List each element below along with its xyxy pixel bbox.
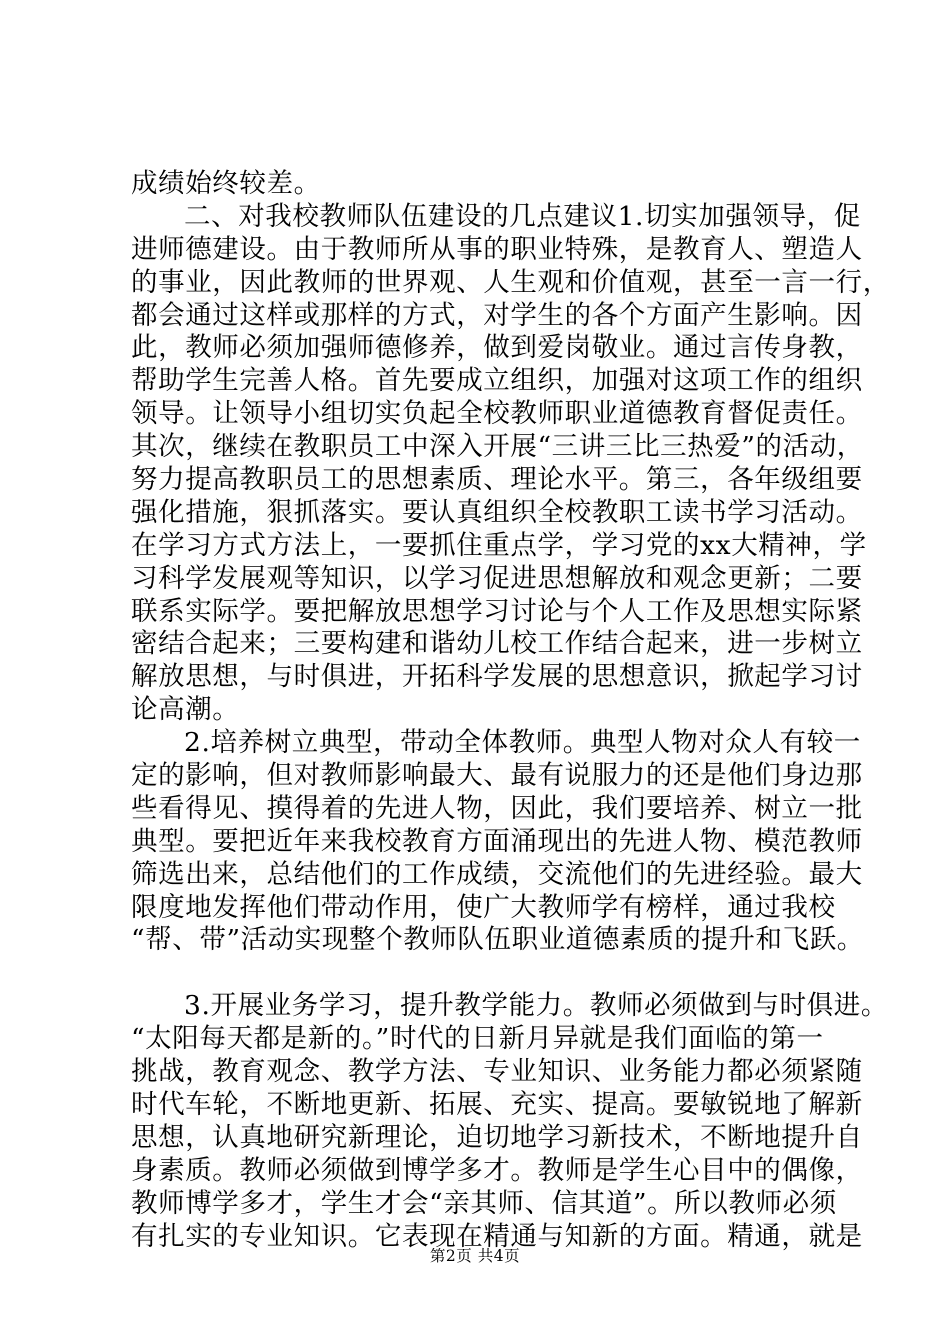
- text-line: 思想，认真地研究新理论，迫切地学习新技术，不断地提升自: [131, 1121, 863, 1153]
- text-line: 论高潮。: [131, 694, 240, 726]
- text-line: 解放思想，与时俱进，开拓科学发展的思想意识，掀起学习讨: [131, 661, 863, 693]
- text-line: 2.培养树立典型，带动全体教师。典型人物对众人有较一: [184, 727, 861, 759]
- text-line: 限度地发挥他们带动作用，使广大教师学有榜样，通过我校: [131, 891, 836, 923]
- paragraph: [131, 990, 888, 1253]
- text-line: “帮、带”活动实现整个教师队伍职业道德素质的提升和飞跃。: [131, 924, 864, 956]
- text-line: 些看得见、摸得着的先进人物，因此，我们要培养、树立一批: [131, 792, 863, 824]
- text-line: 3.开展业务学习，提升教学能力。教师必须做到与时俱进。: [184, 990, 888, 1022]
- text-line: 此，教师必须加强师德修养，做到爱岗敬业。通过言传身教，: [131, 332, 863, 364]
- text-line: 有扎实的专业知识。它表现在精通与知新的方面。精通，就是: [131, 1220, 863, 1252]
- page-footer: 第2页 共4页: [429, 1247, 521, 1265]
- text-line: 时代车轮，不断地更新、拓展、充实、提高。要敏锐地了解新: [131, 1088, 863, 1120]
- text-line: 都会通过这样或那样的方式，对学生的各个方面产生影响。因: [131, 299, 863, 331]
- text-line: 二、对我校教师队伍建设的几点建议1.切实加强领导，促: [184, 200, 861, 232]
- text-line: 其次，继续在教职员工中深入开展“三讲三比三热爱”的活动，: [131, 431, 864, 463]
- paragraph: [131, 200, 890, 727]
- text-line: 习科学发展观等知识，以学习促进思想解放和观念更新；二要: [131, 562, 863, 594]
- text-line: 定的影响，但对教师影响最大、最有说服力的还是他们身边那: [131, 760, 863, 792]
- text-line: 帮助学生完善人格。首先要成立组织，加强对这项工作的组织: [131, 365, 863, 397]
- text-line: 成绩始终较差。: [131, 168, 321, 199]
- paragraph: [131, 727, 864, 957]
- document-body: [131, 168, 890, 1253]
- text-line: 教师博学多才，学生才会“亲其师、信其道”。所以教师必须: [131, 1187, 837, 1219]
- paragraph: [131, 168, 831, 201]
- text-line: 强化措施，狠抓落实。要认真组织全校教职工读书学习活动。: [131, 496, 863, 528]
- text-line: “太阳每天都是新的。”时代的日新月异就是我们面临的第一: [131, 1023, 824, 1055]
- text-line: 领导。让领导小组切实负起全校教师职业道德教育督促责任。: [131, 398, 863, 430]
- text-line: 联系实际学。要把解放思想学习讨论与个人工作及思想实际紧: [131, 595, 863, 627]
- text-line: 在学习方式方法上，一要抓住重点学，学习党的xx大精神，学: [131, 529, 867, 561]
- text-line: 努力提高教职员工的思想素质、理论水平。第三，各年级组要: [131, 464, 863, 496]
- text-line: 进师德建设。由于教师所从事的职业特殊，是教育人、塑造人: [131, 233, 863, 265]
- paragraph-spacing: [131, 957, 831, 990]
- text-line: 的事业，因此教师的世界观、人生观和价值观，甚至一言一行，: [131, 266, 890, 298]
- text-line: 身素质。教师必须做到博学多才。教师是学生心目中的偶像，: [131, 1154, 863, 1186]
- text-line: 挑战，教育观念、教学方法、专业知识、业务能力都必须紧随: [131, 1056, 863, 1088]
- text-line: 密结合起来；三要构建和谐幼儿校工作结合起来，进一步树立: [131, 628, 863, 660]
- text-line: 典型。要把近年来我校教育方面涌现出的先进人物、模范教师: [131, 825, 863, 857]
- text-line: 筛选出来，总结他们的工作成绩，交流他们的先进经验。最大: [131, 858, 863, 890]
